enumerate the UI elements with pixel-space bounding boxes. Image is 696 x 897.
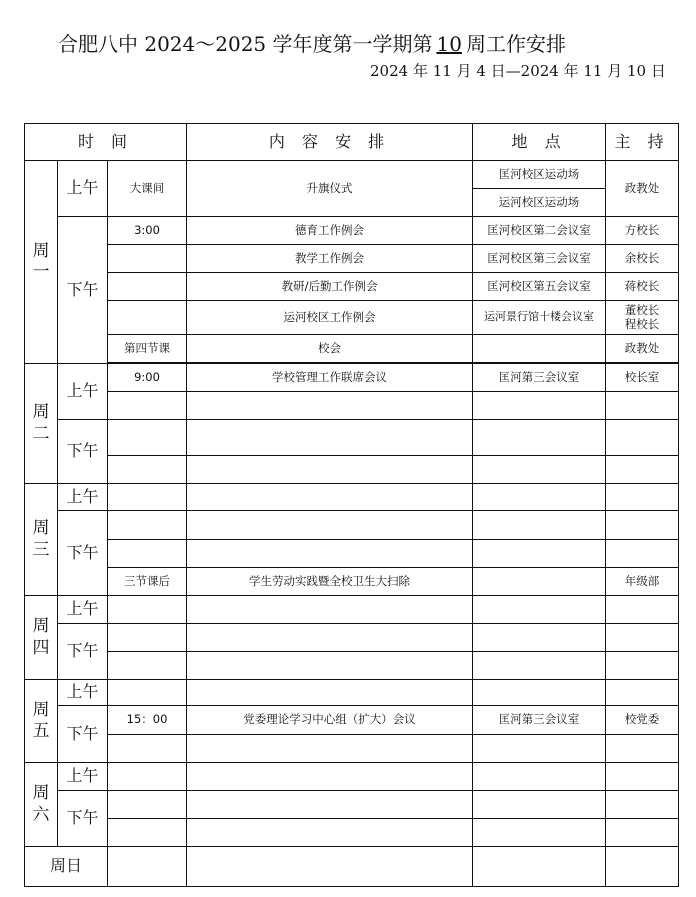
empty-cell — [187, 680, 473, 706]
day-tuesday: 周二 — [25, 364, 58, 484]
day-friday: 周五 — [25, 680, 58, 763]
empty-cell — [108, 540, 187, 568]
table-row — [25, 420, 679, 456]
empty-cell — [473, 511, 606, 540]
empty-cell — [108, 847, 187, 887]
col-header-place: 地 点 — [473, 124, 606, 161]
empty-cell — [473, 596, 606, 624]
date-range: 2024 年 11 月 4 日—2024 年 11 月 10 日 — [370, 62, 666, 80]
table-row — [25, 301, 679, 335]
place-cell: 匡河第三会议室 — [473, 364, 606, 392]
table-row — [25, 540, 679, 568]
col-header-host: 主 持 — [606, 124, 679, 161]
empty-cell — [108, 680, 187, 706]
table-row — [25, 273, 679, 301]
empty-cell — [606, 540, 679, 568]
empty-cell — [606, 763, 679, 791]
period-pm: 下午 — [58, 511, 108, 596]
host-line: 程校长 — [624, 316, 660, 331]
empty-cell — [187, 791, 473, 819]
empty-cell — [473, 420, 606, 456]
content-cell: 党委理论学习中心组（扩大）会议 — [187, 706, 473, 735]
period-pm: 下午 — [58, 706, 108, 763]
host-cell: 政教处 — [606, 161, 679, 217]
place-cell: 运河景行馆十楼会议室 — [473, 301, 606, 335]
table-row — [25, 217, 679, 245]
empty-cell — [187, 847, 473, 887]
empty-cell — [606, 511, 679, 540]
empty-cell — [187, 735, 473, 763]
day-thursday: 周四 — [25, 596, 58, 680]
empty-cell — [606, 791, 679, 819]
place-cell: 匡河第三会议室 — [473, 706, 606, 735]
empty-cell — [108, 456, 187, 484]
empty-cell — [187, 456, 473, 484]
table-row — [25, 596, 679, 624]
schedule-table — [24, 123, 679, 887]
content-cell: 学校管理工作联席会议 — [187, 364, 473, 392]
table-row — [25, 245, 679, 273]
empty-cell — [606, 392, 679, 420]
content-cell: 学生劳动实践暨全校卫生大扫除 — [187, 568, 473, 596]
host-cell: 校党委 — [606, 706, 679, 735]
content-cell: 校会 — [187, 335, 473, 363]
host-cell: 蒋校长 — [606, 273, 679, 301]
empty-cell — [606, 819, 679, 847]
place-cell: 匡河校区第三会议室 — [473, 245, 606, 273]
day-saturday: 周六 — [25, 763, 58, 847]
table-row — [25, 456, 679, 484]
empty-cell — [473, 652, 606, 680]
empty-cell — [187, 511, 473, 540]
day-wednesday: 周三 — [25, 484, 58, 596]
place-cell: 匡河校区第五会议室 — [473, 273, 606, 301]
table-row — [25, 819, 679, 847]
table-row — [25, 624, 679, 652]
content-cell: 德育工作例会 — [187, 217, 473, 245]
empty-cell — [108, 511, 187, 540]
empty-cell — [473, 680, 606, 706]
empty-cell — [606, 735, 679, 763]
empty-cell — [473, 735, 606, 763]
table-row — [25, 706, 679, 735]
table-row — [25, 161, 679, 189]
time-cell — [108, 273, 187, 301]
page-title — [58, 28, 566, 57]
table-row — [25, 335, 679, 363]
content-cell: 教学工作例会 — [187, 245, 473, 273]
day-sunday: 周日 — [25, 847, 108, 887]
period-am: 上午 — [58, 763, 108, 791]
table-row — [25, 735, 679, 763]
period-am: 上午 — [58, 596, 108, 624]
empty-cell — [108, 791, 187, 819]
host-cell: 方校长 — [606, 217, 679, 245]
empty-cell — [108, 596, 187, 624]
empty-cell — [187, 392, 473, 420]
empty-cell — [606, 484, 679, 511]
table-row — [25, 763, 679, 791]
empty-cell — [473, 791, 606, 819]
empty-cell — [606, 847, 679, 887]
col-header-time: 时 间 — [25, 124, 187, 161]
empty-cell — [108, 420, 187, 456]
empty-cell — [108, 484, 187, 511]
period-pm: 下午 — [58, 791, 108, 847]
empty-cell — [606, 624, 679, 652]
host-cell: 余校长 — [606, 245, 679, 273]
table-row — [25, 484, 679, 511]
host-cell — [606, 301, 679, 335]
period-am: 上午 — [58, 680, 108, 706]
time-cell: 第四节课 — [108, 335, 187, 363]
table-row — [25, 392, 679, 420]
empty-cell — [473, 847, 606, 887]
empty-cell — [606, 420, 679, 456]
empty-cell — [187, 763, 473, 791]
empty-cell — [473, 819, 606, 847]
empty-cell — [108, 652, 187, 680]
empty-cell — [473, 392, 606, 420]
day-monday: 周一 — [25, 161, 58, 364]
week-number: 10 — [436, 32, 462, 56]
empty-cell — [108, 763, 187, 791]
empty-cell — [473, 456, 606, 484]
empty-cell — [606, 652, 679, 680]
period-am: 上午 — [58, 161, 108, 217]
period-pm: 下午 — [58, 624, 108, 680]
empty-cell — [108, 819, 187, 847]
table-row — [25, 364, 679, 392]
table-row — [25, 791, 679, 819]
content-cell: 升旗仪式 — [187, 161, 473, 217]
table-row — [25, 652, 679, 680]
empty-cell — [187, 420, 473, 456]
period-pm: 下午 — [58, 217, 108, 364]
time-cell — [108, 301, 187, 335]
col-header-content: 内 容 安 排 — [187, 124, 473, 161]
empty-cell — [108, 735, 187, 763]
content-cell: 教研/后勤工作例会 — [187, 273, 473, 301]
host-cell: 校长室 — [606, 364, 679, 392]
empty-cell — [187, 652, 473, 680]
empty-cell — [108, 392, 187, 420]
time-cell: 9:00 — [108, 364, 187, 392]
header-row — [25, 124, 679, 161]
time-cell: 三节课后 — [108, 568, 187, 596]
table-row — [25, 847, 679, 887]
host-cell: 年级部 — [606, 568, 679, 596]
time-cell: 15：00 — [108, 706, 187, 735]
content-cell: 运河校区工作例会 — [187, 301, 473, 335]
empty-cell — [473, 624, 606, 652]
period-pm: 下午 — [58, 420, 108, 484]
empty-cell — [473, 763, 606, 791]
empty-cell — [108, 624, 187, 652]
empty-cell — [606, 680, 679, 706]
period-am: 上午 — [58, 364, 108, 420]
place-cell: 匡河校区第二会议室 — [473, 217, 606, 245]
time-cell — [108, 245, 187, 273]
place-cell: 匡河校区运动场 — [473, 161, 606, 189]
empty-cell — [187, 596, 473, 624]
place-cell — [473, 335, 606, 363]
time-cell: 3:00 — [108, 217, 187, 245]
empty-cell — [187, 484, 473, 511]
place-cell: 运河校区运动场 — [473, 189, 606, 217]
empty-cell — [473, 484, 606, 511]
empty-cell — [606, 596, 679, 624]
empty-cell — [473, 540, 606, 568]
empty-cell — [187, 540, 473, 568]
time-cell: 大课间 — [108, 161, 187, 217]
table-row — [25, 568, 679, 596]
host-cell: 政教处 — [606, 335, 679, 363]
title-prefix: 合肥八中 2024～2025 学年度第一学期第 — [58, 32, 433, 56]
host-line: 董校长 — [624, 303, 660, 318]
table-row — [25, 511, 679, 540]
title-suffix: 周工作安排 — [465, 32, 566, 56]
empty-cell — [187, 819, 473, 847]
table-row — [25, 680, 679, 706]
period-am: 上午 — [58, 484, 108, 511]
empty-cell — [187, 624, 473, 652]
empty-cell — [606, 456, 679, 484]
place-cell — [473, 568, 606, 596]
